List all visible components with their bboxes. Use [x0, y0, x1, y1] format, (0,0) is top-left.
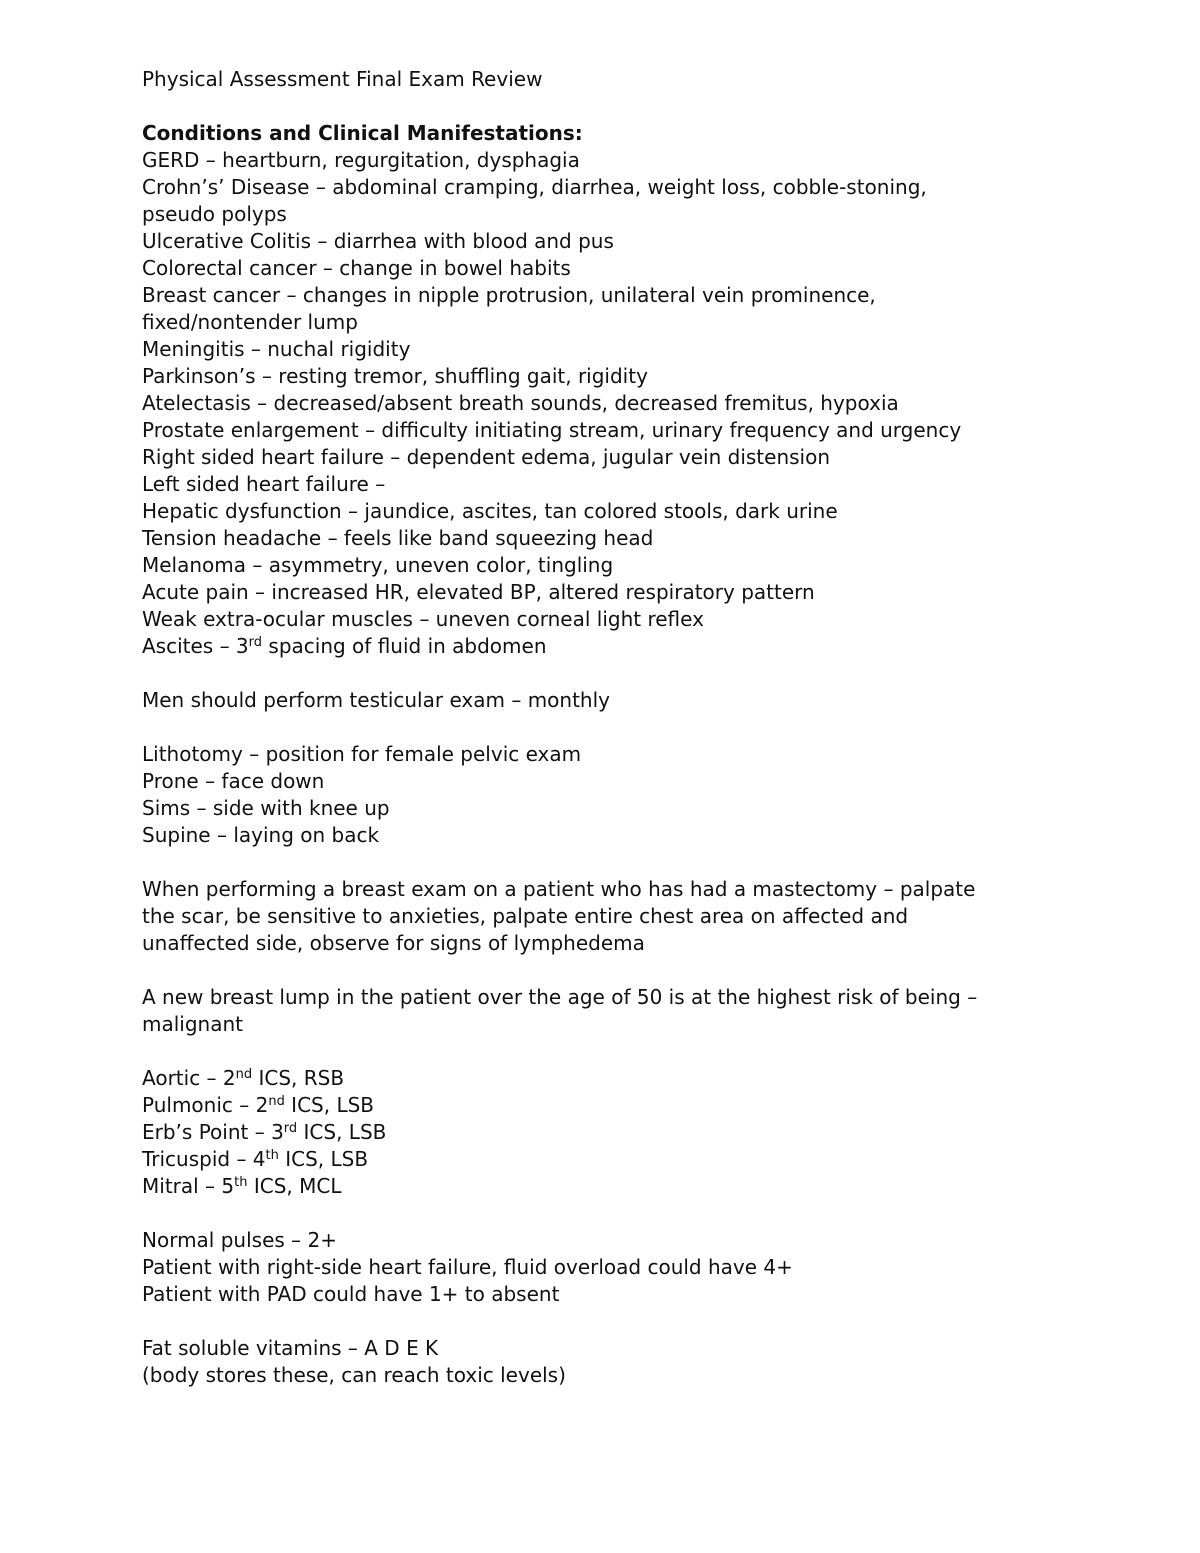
positions-list: [142, 741, 1102, 849]
list-item: Normal pulses – 2+: [142, 1228, 337, 1252]
list-item: Atelectasis – decreased/absent breath sounds, decreased fremitus, hypoxia: [142, 391, 899, 415]
list-item: [142, 1092, 1102, 1119]
list-item: Patient with right-side heart failure, fluid overload could have 4+: [142, 1255, 793, 1279]
mastectomy-paragraph: [142, 876, 1102, 957]
paragraph-line: the scar, be sensitive to anxieties, palpate entire chest area on affected and: [142, 904, 909, 928]
vitamins-note: [142, 1335, 1102, 1389]
paragraph-line: When performing a breast exam on a patient who has had a mastectomy – palpate: [142, 877, 976, 901]
point-location: ICS, LSB: [297, 1120, 387, 1144]
point-text: Aortic – 2: [142, 1066, 236, 1090]
ascites-text: Ascites – 3: [142, 634, 249, 658]
list-item: Colorectal cancer – change in bowel habits: [142, 256, 571, 280]
point-text: Pulmonic – 2: [142, 1093, 269, 1117]
document-title: Physical Assessment Final Exam Review: [142, 67, 543, 91]
list-item: Ulcerative Colitis – diarrhea with blood and pus: [142, 229, 614, 253]
list-item: Left sided heart failure –: [142, 472, 386, 496]
point-text: Erb’s Point – 3: [142, 1120, 284, 1144]
point-location: ICS, MCL: [247, 1174, 342, 1198]
point-location: ICS, LSB: [284, 1093, 375, 1117]
breast-lump-paragraph: [142, 984, 1102, 1038]
paragraph-line: A new breast lump in the patient over the age of 50 is at the highest risk of being –: [142, 985, 978, 1009]
ordinal-suffix: nd: [268, 1094, 285, 1109]
ordinal-suffix: nd: [235, 1067, 253, 1082]
ordinal-suffix: rd: [248, 635, 263, 650]
list-item: Breast cancer – changes in nipple protrusion, unilateral vein prominence,: [142, 283, 876, 307]
paragraph-line: unaffected side, observe for signs of lymphedema: [142, 931, 645, 955]
list-item: pseudo polyps: [142, 202, 287, 226]
point-location: ICS, RSB: [252, 1066, 345, 1090]
pulses-list: [142, 1227, 1102, 1308]
list-item: Fat soluble vitamins – A D E K: [142, 1336, 439, 1360]
list-item: [142, 1119, 1102, 1146]
list-item: Patient with PAD could have 1+ to absent: [142, 1282, 560, 1306]
ordinal-suffix: th: [234, 1175, 248, 1190]
list-item: Weak extra-ocular muscles – uneven corneal light reflex: [142, 607, 704, 631]
list-item: Crohn’s’ Disease – abdominal cramping, diarrhea, weight loss, cobble-stoning,: [142, 175, 927, 199]
list-item: Meningitis – nuchal rigidity: [142, 337, 411, 361]
list-item: Parkinson’s – resting tremor, shuffling gait, rigidity: [142, 364, 648, 388]
ascites-text-rest: spacing of fluid in abdomen: [262, 634, 547, 658]
list-item: fixed/nontender lump: [142, 310, 358, 334]
list-item: Lithotomy – position for female pelvic exam: [142, 742, 582, 766]
conditions-list: [142, 147, 1102, 660]
list-item: Melanoma – asymmetry, uneven color, tingling: [142, 553, 614, 577]
list-item: Right sided heart failure – dependent edema, jugular vein distension: [142, 445, 831, 469]
list-item: Prone – face down: [142, 769, 325, 793]
point-text: Mitral – 5: [142, 1174, 235, 1198]
list-item: Prostate enlargement – difficulty initiating stream, urinary frequency and urgency: [142, 418, 962, 442]
list-item: GERD – heartburn, regurgitation, dysphagia: [142, 148, 580, 172]
testicular-exam-note: Men should perform testicular exam – monthly: [142, 688, 610, 712]
list-item: Tension headache – feels like band squeezing head: [142, 526, 654, 550]
list-item: [142, 1173, 1102, 1200]
list-item: Supine – laying on back: [142, 823, 380, 847]
point-text: Tricuspid – 4: [142, 1147, 266, 1171]
ordinal-suffix: rd: [283, 1121, 298, 1136]
paragraph-line: malignant: [142, 1012, 243, 1036]
list-item: Acute pain – increased HR, elevated BP, altered respiratory pattern: [142, 580, 815, 604]
ascites-item: [142, 633, 1102, 660]
conditions-heading: Conditions and Clinical Manifestations:: [142, 121, 583, 145]
list-item: Sims – side with knee up: [142, 796, 390, 820]
point-location: ICS, LSB: [278, 1147, 369, 1171]
list-item: (body stores these, can reach toxic levels): [142, 1363, 566, 1387]
list-item: [142, 1065, 1102, 1092]
list-item: Hepatic dysfunction – jaundice, ascites, tan colored stools, dark urine: [142, 499, 838, 523]
auscultation-points-list: [142, 1065, 1102, 1200]
ordinal-suffix: th: [265, 1148, 279, 1163]
document-page: [142, 66, 1102, 1389]
list-item: [142, 1146, 1102, 1173]
